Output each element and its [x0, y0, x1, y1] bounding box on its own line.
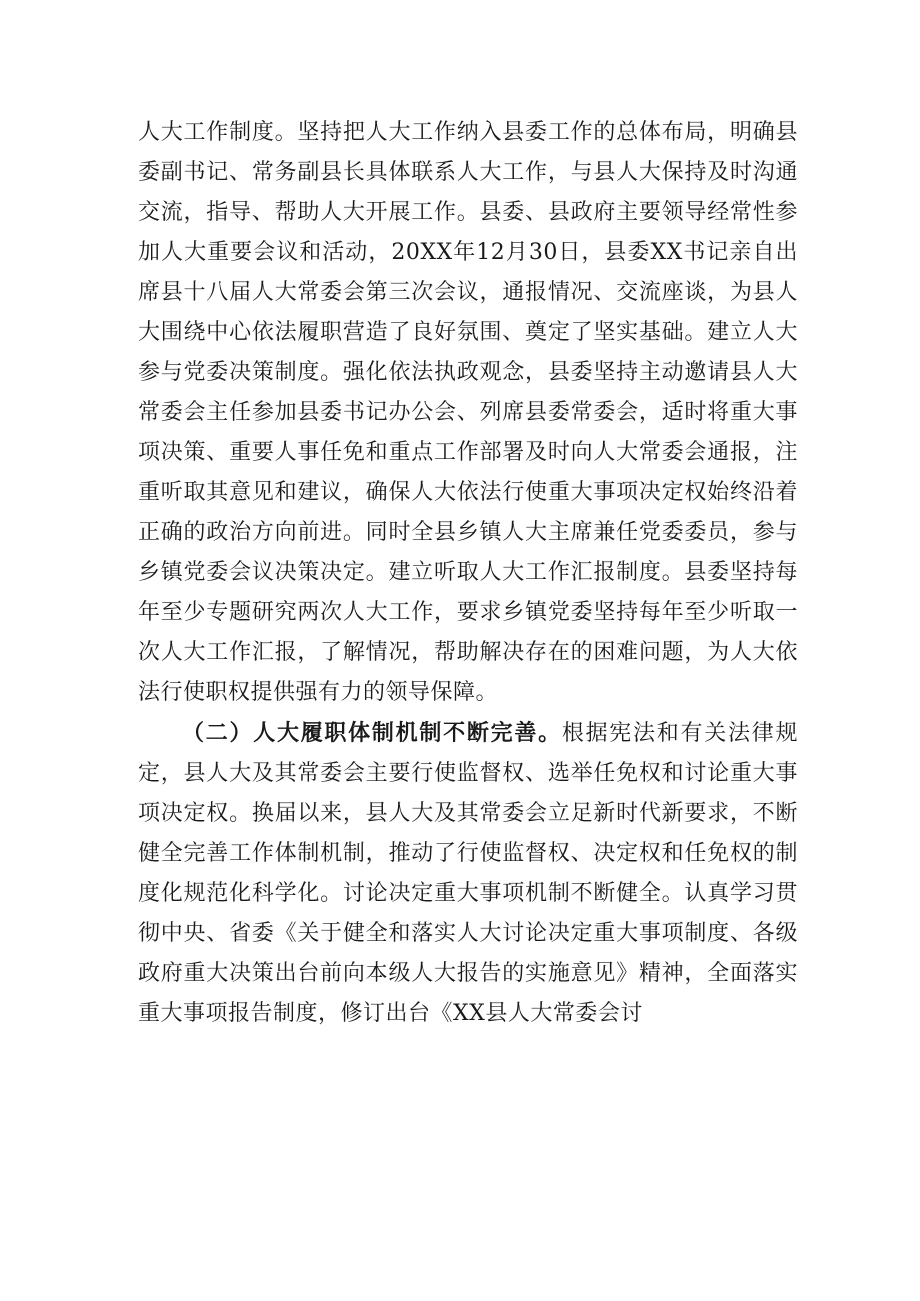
paragraph-2-body: 根据宪法和有关法律规定，县人大及其常委会主要行使监督权、选举任免权和讨论重大事项决定权。换届以来，县人大及其常委会立足新时代新要求，不断健全完善工作体制机制，推动了行使监督权、决定权和任免权的制度化规范化科学化。讨论决定重大事项机制不断健全。认真学习贯彻中央、省委《关于健全和落实人大讨论决定重大事项制度、各级政府重大决策出台前向本级人大报告的实施意见》精神，全面落实重大事项报告制度，修订出台《XX县人大常委会讨 [138, 721, 798, 1026]
section-heading: （二）人大履职体制机制不断完善。 [182, 720, 562, 746]
paragraph-1: 人大工作制度。坚持把人大工作纳入县委工作的总体布局，明确县委副书记、常务副县长具体联系人大工作，与县人大保持及时沟通交流，指导、帮助人大开展工作。县委、县政府主要领导经常性参加人大重要会议和活动，20XX年12月30日，县委XX书记亲自出席县十八届人大常委会第三次会议，通报情况、交流座谈，为县人大围绕中心依法履职营造了良好氛围、奠定了坚实基础。建立人大参与党委决策制度。强化依法执政观念，县委坚持主动邀请县人大常委会主任参加县委书记办公会、列席县委常委会，适时将重大事项决策、重要人事任免和重点工作部署及时向人大常委会通报，注重听取其意见和建议，确保人大依法行使重大事项决定权始终沿着正确的政治方向前进。同时全县乡镇人大主席兼任党委委员，参与乡镇党委会议决策决定。建立听取人大工作汇报制度。县委坚持每年至少专题研究两次人大工作，要求乡镇党委坚持每年至少听取一次人大工作汇报，了解情况，帮助解决存在的困难问题，为人大依法行使职权提供强有力的领导保障。 [138, 120, 798, 705]
document-body [138, 113, 798, 1034]
paragraph-2 [138, 713, 798, 1034]
